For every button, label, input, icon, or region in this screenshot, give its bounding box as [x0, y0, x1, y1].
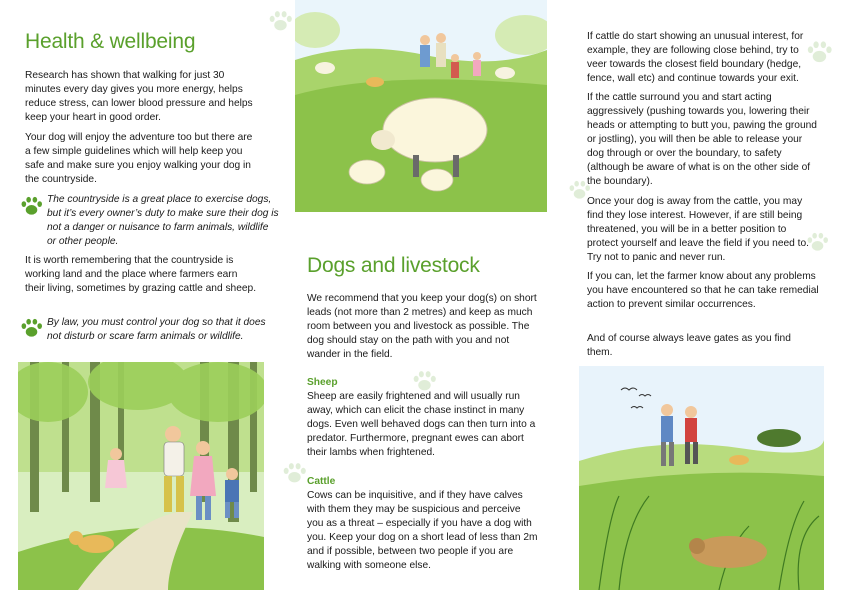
dogs-livestock-heading: Dogs and livestock: [307, 254, 480, 277]
paw-print-icon: [20, 318, 44, 338]
sheep-field-illustration: [295, 0, 547, 212]
surround-aggressive-paragraph: If the cattle surround you and start acting aggressively (pushing towards you, lowering their heads or attempting to butt you, pawing the ground or jostling), you will then be able to release your dog through or over the boundary, to safety (although be aware of what is on the other side of the boundary).: [587, 92, 817, 187]
short-leads-paragraph: We recommend that you keep your dog(s) on short leads (not more than 2 metres) and keep as much room between you and livestock as possible. The dog should stay on the path with you and not wander in the field.: [307, 293, 537, 360]
family-woodland-walk-illustration: [18, 362, 264, 590]
couple-walk-bird-illustration: [579, 366, 824, 590]
lose-interest-paragraph: Once your dog is away from the cattle, you may find they lose interest. However, if are still being threatened, you will be in a better position to protect yourself and leave the field if you need to. Try not to panic and never run.: [587, 196, 810, 263]
cattle-paragraph: Cows can be inquisitive, and if they have calves with them they may be suspicious and perceive you as a threat – especially if you have a dog with you. Keep your dog on a short lead of less than 2m and if possible, between two people if you are walking with someone else.: [307, 490, 538, 571]
research-paragraph: Research has shown that walking for just 30 minutes every day gives you more energy, helps reduce stress, can lower blood pressure and helps keep your heart in good order.: [25, 70, 253, 123]
sheep-paragraph: Sheep are easily frightened and will usually run away, which can elicit the chase instinct in many dogs. Even well behaved dogs can then turn into a predator. Furthermore, pregnant ewes can abort their lambs when frightened.: [307, 391, 536, 458]
tell-farmer-paragraph: If you can, let the farmer know about any problems you have encountered so that he can take remedial action to prevent similar occurrences.: [587, 271, 819, 310]
working-land-paragraph: It is worth remembering that the countryside is working land and the place where farmers earn their living, sometimes by grazing cattle and sheep.: [25, 255, 257, 294]
unusual-interest-paragraph: If cattle do start showing an unusual interest, for example, they are following close behind, try to veer towards the closest field boundary (hedge, fence, wall etc) and continue towards your exit.: [587, 31, 804, 84]
sheep-subheading: Sheep: [307, 377, 338, 388]
faint-paw-icon: [268, 10, 294, 32]
faint-paw-icon: [282, 462, 308, 484]
law-control-note: By law, you must control your dog so that it does not disturb or scare farm animals or wildlife.: [47, 317, 266, 342]
countryside-duty-note: The countryside is a great place to exercise dogs, but it’s every owner’s duty to make sure their dog is not a danger or nuisance to farm animals, wildlife or other people.: [47, 194, 279, 247]
faint-paw-icon: [412, 370, 438, 392]
paw-print-icon: [20, 196, 44, 216]
health-wellbeing-heading: Health & wellbeing: [25, 30, 196, 53]
leave-gates-paragraph: And of course always leave gates as you find them.: [587, 333, 791, 358]
cattle-subheading: Cattle: [307, 476, 336, 487]
dog-adventure-paragraph: Your dog will enjoy the adventure too but there are a few simple guidelines which will help keep you safe and make sure you enjoy walking your dog in the countryside.: [25, 132, 253, 185]
